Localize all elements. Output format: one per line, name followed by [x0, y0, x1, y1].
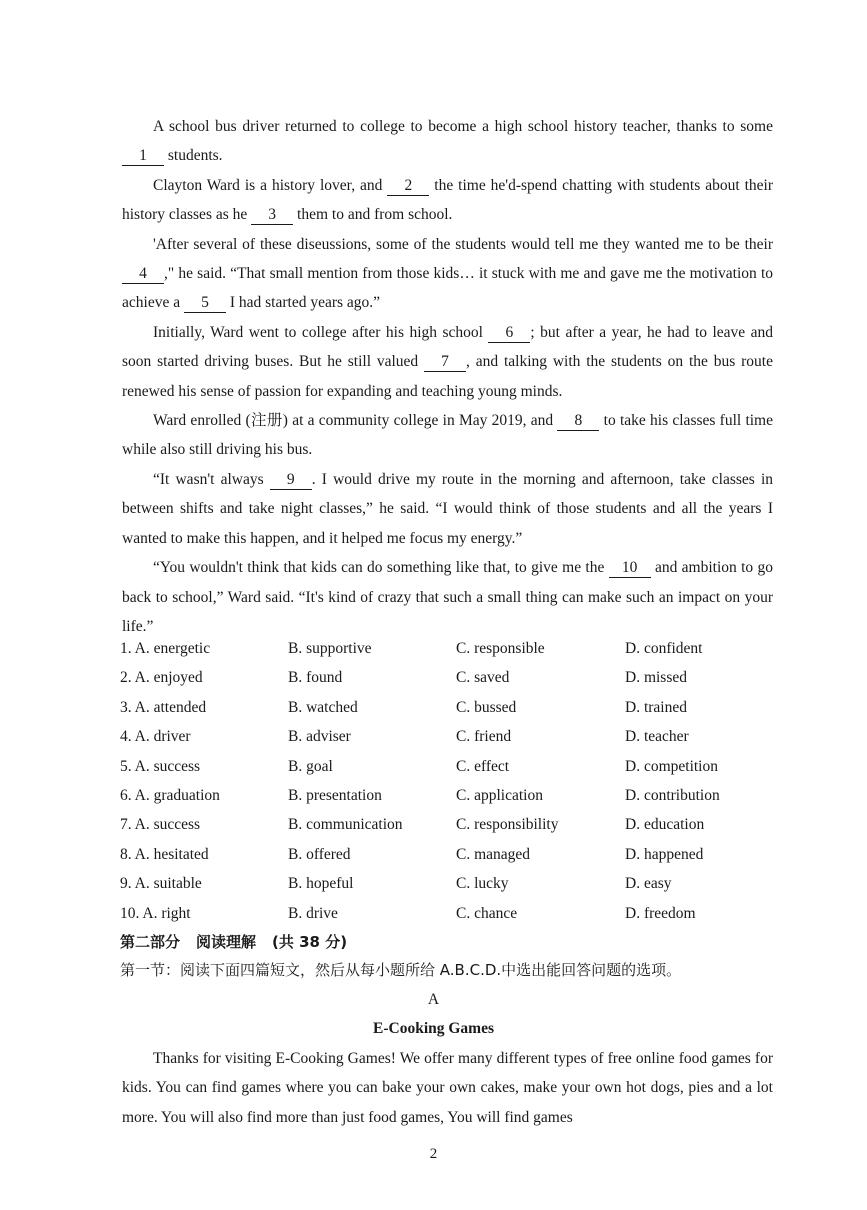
text-run: them to and from school.	[293, 206, 453, 224]
option-5-c: C. effect	[456, 757, 510, 775]
option-7-d: D. education	[625, 816, 705, 834]
option-row-9	[120, 869, 780, 898]
text-run: to take his classes full time while also still driving his bus.	[122, 412, 773, 459]
option-6-d: D. contribution	[625, 786, 720, 804]
answer-options	[120, 634, 780, 928]
option-row-10	[120, 899, 780, 928]
option-2-a: 2. A. enjoyed	[120, 669, 203, 687]
passage-title: E-Cooking Games	[373, 1020, 494, 1037]
text-run: “It wasn't always	[153, 470, 270, 488]
option-2-b: B. found	[288, 669, 343, 687]
section-part: 第二部分	[120, 933, 181, 951]
cloze-paragraph	[122, 318, 773, 406]
option-4-c: C. friend	[456, 728, 512, 746]
option-4-a: 4. A. driver	[120, 728, 191, 746]
option-row-8	[120, 840, 780, 869]
option-1-c: C. responsible	[456, 640, 545, 657]
text-run: Ward enrolled (注册) at a community college in May 2019, and	[153, 412, 558, 430]
option-6-b: B. presentation	[288, 786, 382, 804]
blank-1: 1	[122, 147, 164, 166]
blank-8: 8	[557, 412, 599, 431]
option-3-c: C. bussed	[456, 698, 517, 716]
text-run: “You wouldn't think that kids can do something like that, to give me the	[153, 559, 609, 577]
option-9-b: B. hopeful	[288, 875, 354, 893]
option-8-b: B. offered	[288, 845, 351, 863]
cloze-paragraph	[122, 465, 773, 553]
option-3-a: 3. A. attended	[120, 698, 207, 716]
blank-10: 10	[609, 559, 651, 578]
option-6-a: 6. A. graduation	[120, 786, 220, 804]
option-row-6	[120, 781, 780, 810]
cloze-passage	[122, 112, 773, 641]
option-6-c: C. application	[456, 786, 543, 804]
text-run: Clayton Ward is a history lover, and	[153, 176, 388, 194]
text-run: . I would drive my route in the morning and afternoon, take classes in between shifts and take night classes,” he said. “I would think of those students and all the years I wanted to make this happen, and it helped me focus my energy.”	[122, 470, 773, 547]
text-run: students.	[164, 147, 223, 165]
option-5-d: D. competition	[625, 757, 718, 775]
option-9-a: 9. A. suitable	[120, 875, 202, 893]
text-run: and ambition to go back to school,” Ward said. “It's kind of crazy that such a small thing can make such an impact on your life.”	[122, 559, 773, 635]
option-4-d: D. teacher	[625, 728, 689, 746]
page-number: 2	[429, 1146, 438, 1162]
option-9-c: C. lucky	[456, 875, 509, 893]
text-run: A school bus driver returned to college to become a high school history teacher, thanks to some	[153, 118, 773, 135]
text-run: Initially, Ward went to college after his high school	[153, 323, 489, 341]
option-7-b: B. communication	[288, 816, 403, 834]
section-header	[120, 928, 780, 984]
reading-passage	[122, 1044, 773, 1132]
text-run: I had started years ago.”	[225, 294, 381, 312]
option-7-a: 7. A. success	[120, 816, 201, 834]
option-2-d: D. missed	[625, 669, 687, 687]
option-10-c: C. chance	[456, 904, 518, 922]
option-1-a: 1. A. energetic	[120, 640, 211, 657]
option-8-d: D. happened	[625, 845, 704, 863]
option-row-4	[120, 722, 780, 751]
section-instruction: 第一节：阅读下面四篇短文，然后从每小题所给 A.B.C.D.中选出能回答问题的选项。	[120, 961, 682, 979]
option-5-a: 5. A. success	[120, 757, 201, 775]
blank-2: 2	[387, 177, 429, 196]
passage-label: A	[427, 991, 440, 1008]
blank-6: 6	[488, 324, 530, 343]
option-10-a: 10. A. right	[120, 904, 191, 922]
text-run: the time he'd-spend chatting with students about their history classes as he	[122, 176, 773, 224]
option-row-5	[120, 752, 780, 781]
cloze-paragraph	[122, 112, 773, 171]
section-score: (共 38 分)	[272, 933, 348, 951]
option-row-2	[120, 663, 780, 692]
cloze-paragraph	[122, 406, 773, 465]
option-3-d: D. trained	[625, 698, 687, 716]
cloze-paragraph	[122, 230, 773, 318]
text-run: 'After several of these diseussions, some of the students would tell me they wanted me to be their	[153, 235, 773, 253]
reading-paragraph: Thanks for visiting E-Cooking Games! We offer many different types of free online food games for kids. You can find games where you can bake your own cakes, make your own hot dogs, pies and a lot more. You will also find more than just food games, You will find games	[122, 1050, 773, 1126]
option-8-a: 8. A. hesitated	[120, 845, 209, 863]
option-row-1	[120, 634, 780, 663]
option-7-c: C. responsibility	[456, 816, 559, 834]
option-3-b: B. watched	[288, 698, 358, 716]
blank-4: 4	[122, 265, 164, 284]
option-10-d: D. freedom	[625, 904, 696, 922]
text-run: , and talking with the students on the bus route renewed his sense of passion for expanding and teaching young minds.	[122, 353, 773, 400]
option-4-b: B. adviser	[288, 728, 351, 746]
option-1-b: B. supportive	[288, 640, 372, 657]
option-9-d: D. easy	[625, 875, 672, 893]
option-row-7	[120, 810, 780, 839]
option-5-b: B. goal	[288, 757, 333, 775]
option-row-3	[120, 693, 780, 722]
section-name: 阅读理解	[196, 933, 257, 951]
section-title	[120, 928, 780, 956]
option-1-d: D. confident	[625, 640, 703, 657]
blank-9: 9	[270, 471, 312, 490]
cloze-paragraph	[122, 553, 773, 641]
option-2-c: C. saved	[456, 669, 510, 687]
blank-7: 7	[424, 353, 466, 372]
cloze-paragraph	[122, 171, 773, 230]
text-run: ," he said. “That small mention from those kids… it stuck with me and gave me the motivation to achieve a	[122, 265, 773, 312]
option-10-b: B. drive	[288, 904, 338, 922]
text-run: ; but after a year, he had to leave and soon started driving buses. But he still valued	[122, 323, 774, 371]
blank-5: 5	[184, 294, 226, 313]
blank-3: 3	[251, 206, 293, 225]
option-8-c: C. managed	[456, 845, 531, 863]
